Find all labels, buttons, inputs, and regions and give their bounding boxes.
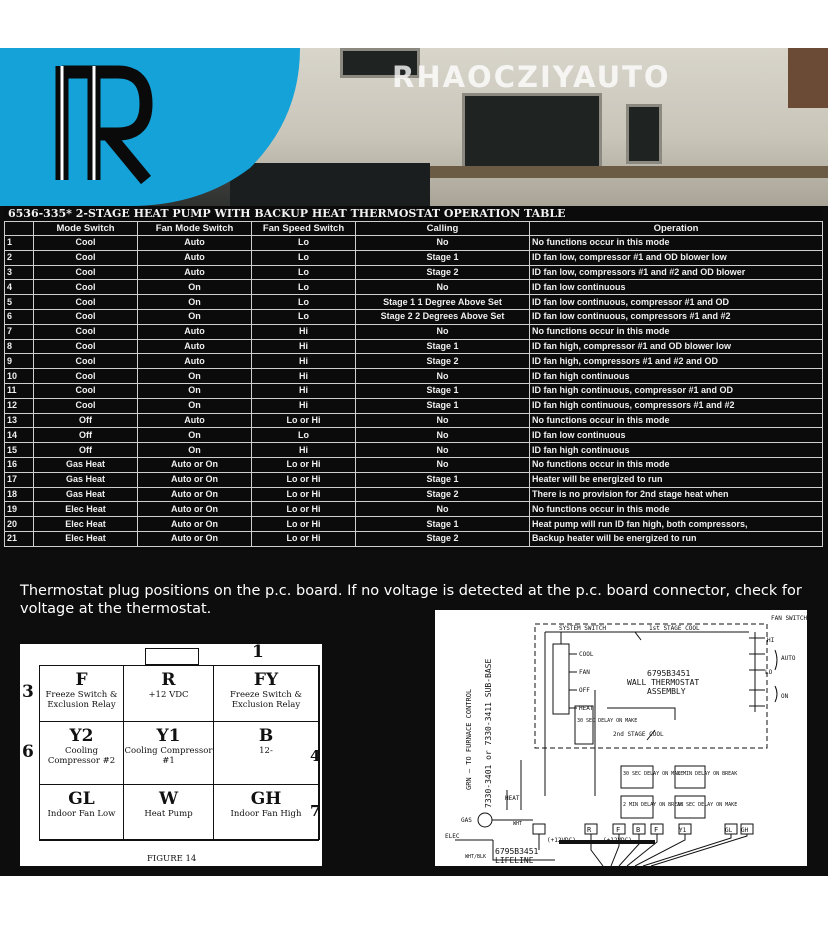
calling-cell: Stage 1 <box>356 398 530 413</box>
fan-mode-cell: Auto <box>138 250 252 265</box>
assembly-label: ASSEMBLY <box>647 687 686 696</box>
table-row <box>5 250 823 265</box>
plug-cell-code: GH <box>250 789 282 809</box>
plug-cell-code: Y2 <box>69 726 94 746</box>
fan-switch-label: FAN SWITCH <box>771 615 807 622</box>
pin-number-4: 4 <box>310 747 321 765</box>
fan-speed-cell: Hi <box>252 354 356 369</box>
mode-switch-cell: Cool <box>34 265 138 280</box>
plug-cell <box>213 721 319 785</box>
operation-cell: ID fan low continuous <box>530 280 823 295</box>
operation-cell: ID fan high continuous, compressor #1 and OD <box>530 383 823 398</box>
calling-cell: Stage 1 <box>356 383 530 398</box>
mode-switch-cell: Cool <box>34 369 138 384</box>
header-fan-speed-switch: Fan Speed Switch <box>252 222 356 236</box>
fan-mode-cell: On <box>138 309 252 324</box>
fan-mode-cell: Auto or On <box>138 517 252 532</box>
table-row <box>5 324 823 339</box>
operation-cell: ID fan high, compressors #1 and #2 and OD <box>530 354 823 369</box>
table-row <box>5 413 823 428</box>
calling-cell: Stage 1 <box>356 517 530 532</box>
row-index: 12 <box>5 398 34 413</box>
terminal-b: B <box>636 826 641 834</box>
row-index: 1 <box>5 236 34 251</box>
mode-switch-cell: Cool <box>34 295 138 310</box>
fan-speed-cell: Hi <box>252 398 356 413</box>
operation-cell: No functions occur in this mode <box>530 457 823 472</box>
operation-table-panel <box>4 206 822 550</box>
table-row <box>5 531 823 546</box>
on-label: ON <box>781 693 789 700</box>
table-row <box>5 472 823 487</box>
fan-speed-cell: Hi <box>252 324 356 339</box>
mode-switch-cell: Cool <box>34 398 138 413</box>
plug-cell-description: Cooling Compressor #1 <box>124 746 213 766</box>
hi-label: HI <box>767 637 775 644</box>
mode-switch-cell: Gas Heat <box>34 487 138 502</box>
plug-cell-code: W <box>158 789 179 809</box>
fan-speed-cell: Lo <box>252 428 356 443</box>
calling-cell: No <box>356 236 530 251</box>
wiring-svg <box>435 610 807 866</box>
fan-mode-cell: Auto or On <box>138 457 252 472</box>
watermark-text: RHAOCZIYAUTO <box>392 60 671 94</box>
calling-cell: No <box>356 502 530 517</box>
fan-speed-cell: Lo <box>252 309 356 324</box>
plug-cell <box>123 665 214 722</box>
row-index: 3 <box>5 265 34 280</box>
row-index: 16 <box>5 457 34 472</box>
hero-photo <box>0 48 828 206</box>
operation-table <box>4 221 823 547</box>
delay-make-a-label: 30 SEC DELAY ON MAKE <box>623 771 684 777</box>
plug-cell <box>123 721 214 785</box>
fan-mode-cell: On <box>138 398 252 413</box>
table-row <box>5 354 823 369</box>
mode-switch-cell: Cool <box>34 236 138 251</box>
fan-mode-cell: Auto or On <box>138 472 252 487</box>
row-index: 9 <box>5 354 34 369</box>
fan-speed-cell: Lo <box>252 265 356 280</box>
operation-cell: Heater will be energized to run <box>530 472 823 487</box>
fan-mode-cell: Auto <box>138 236 252 251</box>
terminal-f: F <box>616 826 621 834</box>
plus12-b-label: (+12VDC) <box>603 837 632 844</box>
fan-speed-cell: Hi <box>252 383 356 398</box>
plug-cell <box>123 784 214 841</box>
subbase-label: 7330-3401 or 7330-3411 SUB-BASE <box>484 658 493 808</box>
off-label: OFF <box>579 687 590 694</box>
row-index: 19 <box>5 502 34 517</box>
furnace-label: GRN — TO FURNACE CONTROL <box>465 688 473 790</box>
pin-number-1: 1 <box>252 642 264 662</box>
header-index <box>5 222 34 236</box>
heat-mode-label: HEAT <box>579 705 594 712</box>
operation-cell: ID fan low, compressor #1 and OD blower low <box>530 250 823 265</box>
fan-speed-cell: Hi <box>252 369 356 384</box>
plug-cell-description: 12- <box>259 746 273 756</box>
table-title: 6536-335* 2-STAGE HEAT PUMP WITH BACKUP HEAT THERMOSTAT OPERATION TABLE <box>8 207 566 220</box>
wall-thermostat-label: WALL THERMOSTAT <box>627 678 700 687</box>
fan-mode-cell: Auto <box>138 413 252 428</box>
plug-cell-description: Freeze Switch & Exclusion Relay <box>230 690 302 710</box>
row-index: 21 <box>5 531 34 546</box>
mode-switch-cell: Gas Heat <box>34 472 138 487</box>
plug-cell-code: F <box>75 670 88 690</box>
plug-cell-description: Indoor Fan Low <box>47 809 116 819</box>
rv-side-window <box>462 93 602 175</box>
calling-cell: Stage 1 <box>356 472 530 487</box>
header-operation: Operation <box>530 222 823 236</box>
fan-mode-cell: On <box>138 280 252 295</box>
table-row <box>5 339 823 354</box>
auto-label: AUTO <box>781 655 796 662</box>
table-row <box>5 309 823 324</box>
plug-cell-code: R <box>161 670 176 690</box>
plug-cell <box>39 721 124 785</box>
terminal-gl: GL <box>725 827 733 834</box>
figure-14-plug-diagram <box>20 644 322 866</box>
mode-switch-cell: Cool <box>34 280 138 295</box>
table-header-row <box>5 222 823 236</box>
calling-cell: No <box>356 413 530 428</box>
system-switch-label: SYSTEM SWITCH <box>559 625 606 632</box>
figure-caption: FIGURE 14 <box>147 854 197 864</box>
calling-cell: No <box>356 324 530 339</box>
calling-cell: No <box>356 280 530 295</box>
fan-mode-cell: Auto <box>138 265 252 280</box>
fan-speed-cell: Hi <box>252 339 356 354</box>
table-row <box>5 295 823 310</box>
mode-switch-cell: Cool <box>34 309 138 324</box>
mode-switch-cell: Off <box>34 428 138 443</box>
fan-speed-cell: Hi <box>252 443 356 458</box>
calling-cell: Stage 2 2 Degrees Above Set <box>356 309 530 324</box>
terminal-fy: F <box>654 826 659 834</box>
fan-speed-cell: Lo or Hi <box>252 457 356 472</box>
operation-cell: Heat pump will run ID fan high, both compressors, <box>530 517 823 532</box>
header-fan-mode-switch: Fan Mode Switch <box>138 222 252 236</box>
delay-make-c-label: 30 SEC DELAY ON MAKE <box>577 718 638 724</box>
mode-switch-cell: Gas Heat <box>34 457 138 472</box>
operation-cell: No functions occur in this mode <box>530 413 823 428</box>
operation-cell: ID fan low continuous, compressors #1 and #2 <box>530 309 823 324</box>
calling-cell: No <box>356 457 530 472</box>
fan-mode-cell: Auto or On <box>138 502 252 517</box>
operation-cell: ID fan low continuous, compressor #1 and OD <box>530 295 823 310</box>
fan-mode-cell: Auto <box>138 324 252 339</box>
table-row <box>5 428 823 443</box>
fan-speed-cell: Lo <box>252 250 356 265</box>
plug-cell <box>39 665 124 722</box>
product-image <box>0 48 828 876</box>
calling-cell: Stage 2 <box>356 354 530 369</box>
table-row <box>5 369 823 384</box>
plug-cell-code: Y1 <box>156 726 181 746</box>
wht-blk-label: WHT/BLK <box>465 854 487 860</box>
fan-speed-cell: Lo or Hi <box>252 517 356 532</box>
plug-cell-description: Indoor Fan High <box>230 809 302 819</box>
plug-cell-code: B <box>258 726 274 746</box>
plus12-a-label: (+12VDC) <box>547 837 576 844</box>
table-row <box>5 236 823 251</box>
row-index: 13 <box>5 413 34 428</box>
fan-mode-cell: On <box>138 383 252 398</box>
table-row <box>5 443 823 458</box>
fan-mode-cell: On <box>138 443 252 458</box>
row-index: 20 <box>5 517 34 532</box>
fan-speed-cell: Lo <box>252 236 356 251</box>
row-index: 18 <box>5 487 34 502</box>
row-index: 11 <box>5 383 34 398</box>
terminal-y1: Y1 <box>679 827 687 834</box>
row-index: 7 <box>5 324 34 339</box>
fan-mode-cell: Auto <box>138 339 252 354</box>
fan-speed-cell: Lo or Hi <box>252 531 356 546</box>
table-row <box>5 517 823 532</box>
fan-speed-cell: Lo or Hi <box>252 413 356 428</box>
delay-break-b-label: 2 MIN DELAY ON BREAK <box>623 802 684 808</box>
table-row <box>5 502 823 517</box>
thermostat-part-number: 6795B3451 <box>647 669 691 678</box>
table-row <box>5 280 823 295</box>
mode-switch-cell: Elec Heat <box>34 517 138 532</box>
calling-cell: No <box>356 428 530 443</box>
row-index: 15 <box>5 443 34 458</box>
lifeline-label: LIFELINE <box>495 856 534 865</box>
row-index: 8 <box>5 339 34 354</box>
row-index: 5 <box>5 295 34 310</box>
table-row <box>5 265 823 280</box>
plug-cell <box>213 665 319 722</box>
plug-grid <box>39 665 320 840</box>
stage1-cool-label: 1st STAGE COOL <box>649 625 700 632</box>
wht-label: WHT <box>513 821 523 827</box>
pin-number-6: 6 <box>22 742 34 762</box>
header-mode-switch: Mode Switch <box>34 222 138 236</box>
operation-cell: Backup heater will be energized to run <box>530 531 823 546</box>
cool-label: COOL <box>579 651 594 658</box>
calling-cell: No <box>356 443 530 458</box>
calling-cell: Stage 1 <box>356 250 530 265</box>
fan-speed-cell: Lo or Hi <box>252 502 356 517</box>
fan-mode-cell: Auto or On <box>138 531 252 546</box>
terminal-r: R <box>587 826 592 834</box>
delay-break-a-label: 2 MIN DELAY ON BREAK <box>677 771 738 777</box>
fan-speed-cell: Lo or Hi <box>252 487 356 502</box>
operation-cell: ID fan high, compressor #1 and OD blower low <box>530 339 823 354</box>
row-index: 4 <box>5 280 34 295</box>
row-index: 14 <box>5 428 34 443</box>
pin-number-7: 7 <box>310 802 321 820</box>
mode-switch-cell: Cool <box>34 354 138 369</box>
operation-cell: ID fan high continuous <box>530 369 823 384</box>
calling-cell: Stage 1 <box>356 339 530 354</box>
plug-cell-description: Heat Pump <box>144 809 193 819</box>
fan-mode-cell: Auto <box>138 354 252 369</box>
mode-switch-cell: Cool <box>34 383 138 398</box>
plug-cell-code: GL <box>68 789 95 809</box>
heat-wire-label: HEAT <box>505 795 520 802</box>
rv-small-window <box>626 104 662 164</box>
lo-label: LO <box>765 669 773 676</box>
plug-cell-code: FY <box>253 670 279 690</box>
fan-speed-cell: Lo <box>252 280 356 295</box>
operation-cell: ID fan high continuous <box>530 443 823 458</box>
operation-cell: No functions occur in this mode <box>530 502 823 517</box>
calling-cell: Stage 2 <box>356 531 530 546</box>
pin-number-3: 3 <box>22 682 34 702</box>
calling-cell: No <box>356 369 530 384</box>
fan-label: FAN <box>579 669 590 676</box>
calling-cell: Stage 2 <box>356 487 530 502</box>
delay-make-b-label: 30 SEC DELAY ON MAKE <box>677 802 738 808</box>
table-row <box>5 398 823 413</box>
plug-key-tab <box>145 648 199 665</box>
plug-cell-description: +12 VDC <box>148 690 189 700</box>
fan-mode-cell: Auto or On <box>138 487 252 502</box>
fan-mode-cell: On <box>138 369 252 384</box>
wiring-diagram <box>435 610 807 866</box>
row-index: 17 <box>5 472 34 487</box>
fan-speed-cell: Lo <box>252 295 356 310</box>
plug-cell <box>213 784 319 841</box>
row-index: 2 <box>5 250 34 265</box>
operation-cell: ID fan low continuous <box>530 428 823 443</box>
stage2-cool-label: 2nd STAGE COOL <box>613 731 664 738</box>
table-row <box>5 383 823 398</box>
calling-cell: Stage 2 <box>356 265 530 280</box>
row-index: 6 <box>5 309 34 324</box>
operation-cell: ID fan low, compressors #1 and #2 and OD blower <box>530 265 823 280</box>
mode-switch-cell: Elec Heat <box>34 502 138 517</box>
fan-speed-cell: Lo or Hi <box>252 472 356 487</box>
fan-mode-cell: On <box>138 295 252 310</box>
mode-switch-cell: Off <box>34 413 138 428</box>
lifeline-part-number: 6795B3451 <box>495 847 539 856</box>
table-body <box>5 236 823 547</box>
fan-mode-cell: On <box>138 428 252 443</box>
header-calling: Calling <box>356 222 530 236</box>
row-index: 10 <box>5 369 34 384</box>
operation-cell: ID fan high continuous, compressors #1 and #2 <box>530 398 823 413</box>
terminal-gh: GH <box>741 827 749 834</box>
table-row <box>5 457 823 472</box>
calling-cell: Stage 1 1 Degree Above Set <box>356 295 530 310</box>
operation-cell: No functions occur in this mode <box>530 236 823 251</box>
mode-switch-cell: Cool <box>34 339 138 354</box>
operation-cell: There is no provision for 2nd stage heat when <box>530 487 823 502</box>
plug-cell <box>39 784 124 841</box>
mode-switch-cell: Cool <box>34 324 138 339</box>
plug-cell-description: Cooling Compressor #2 <box>47 746 116 766</box>
mode-switch-cell: Cool <box>34 250 138 265</box>
caption-text: Thermostat plug positions on the p.c. board. If no voltage is detected at the p.c. board connector, check for voltage at the thermostat. <box>20 583 802 617</box>
brand-logo <box>0 48 300 206</box>
table-row <box>5 487 823 502</box>
mode-switch-cell: Off <box>34 443 138 458</box>
gas-label: GAS <box>461 817 472 824</box>
plug-cell-description: Freeze Switch & Exclusion Relay <box>45 690 118 710</box>
mode-switch-cell: Elec Heat <box>34 531 138 546</box>
elec-label: ELEC <box>445 833 460 840</box>
operation-cell: No functions occur in this mode <box>530 324 823 339</box>
